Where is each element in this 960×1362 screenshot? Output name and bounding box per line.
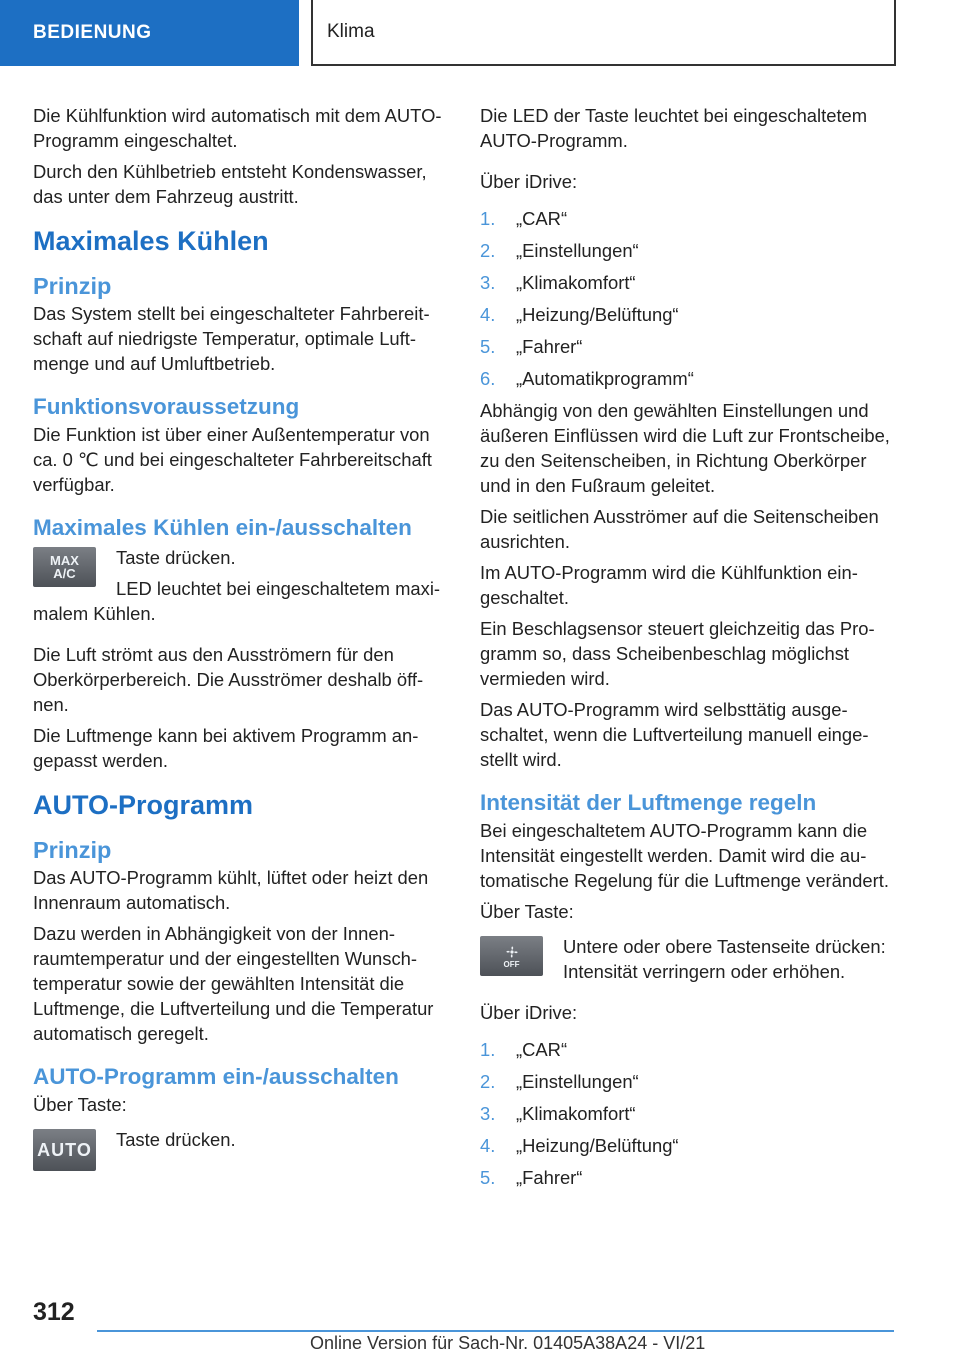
paragraph: Über iDrive:	[480, 171, 578, 192]
paragraph: Die Kühlfunktion wird automatisch mit dem AUTO-Programm eingeschaltet.	[33, 105, 442, 151]
auto-instruction	[33, 1127, 449, 1171]
paragraph: Die seitlichen Ausströmer auf die Seitenscheiben ausrichten.	[480, 506, 879, 552]
heading-intensitaet: Intensität der Luftmenge regeln	[480, 790, 817, 815]
list-item: 6. „Automatikprogramm“	[480, 368, 694, 389]
paragraph: Das AUTO-Programm wird selbsttätig ausgeschaltet, wenn die Luftverteilung manuell eingestellt wird.	[480, 699, 869, 770]
paragraph: Bei eingeschaltetem AUTO-Programm kann die Intensität eingestellt werden. Damit wird die automatische Regelung für die Luftmenge verändert.	[480, 820, 889, 891]
auto-button-icon: AUTO	[33, 1129, 96, 1171]
paragraph: Die LED der Taste leuchtet bei eingeschaltetem AUTO-Programm.	[480, 105, 868, 151]
paragraph: Das AUTO-Programm kühlt, lüftet oder heizt den Innenraum automatisch.	[33, 867, 429, 913]
list-item: 2. „Einstellungen“	[480, 1071, 639, 1092]
footer-divider	[97, 1330, 894, 1332]
list-item: 1. „CAR“	[480, 1039, 568, 1060]
list-item: 5. „Fahrer“	[480, 336, 583, 357]
section-tab: BEDIENUNG	[0, 0, 299, 66]
paragraph: Dazu werden in Abhängigkeit von der Innenraumtemperatur und der eingestellten Wunschtemperatur sowie der gewählten Intensität die Luftmenge, die Luftverteilung und die Temperatur automatisch geregelt.	[33, 923, 434, 1044]
paragraph: Die Luft strömt aus den Ausströmern für den Oberkörperbereich. Die Ausströmer deshalb öffnen.	[33, 644, 424, 715]
ac-label: A/C	[53, 566, 76, 581]
paragraph: Über Taste:	[480, 901, 574, 922]
list-item: 5. „Fahrer“	[480, 1167, 583, 1188]
paragraph: Die Funktion ist über einer Außentemperatur von ca. 0 ℃ und bei eingeschalteter Fahrbereitschaft verfügbar.	[33, 424, 432, 495]
max-ac-instruction	[33, 545, 449, 626]
list-item: 4. „Heizung/Belüftung“	[480, 1135, 679, 1156]
left-column	[33, 103, 449, 1171]
paragraph: Das System stellt bei eingeschalteter Fahrbereitschaft auf niedrigste Temperatur, optimale Luftmenge und auf Umluftbetrieb.	[33, 303, 430, 374]
paragraph: Ein Beschlagsensor steuert gleichzeitig das Programm so, dass Scheibenbeschlag möglichst vermieden wird.	[480, 618, 875, 689]
paragraph: Untere oder obere Tastenseite drücken: Intensität verringern oder erhöhen.	[563, 936, 886, 982]
list-item: 1. „CAR“	[480, 208, 568, 229]
fan-instruction	[480, 934, 896, 984]
idrive-list-2	[480, 1037, 896, 1190]
list-item: 2. „Einstellungen“	[480, 240, 639, 261]
heading-auto-onoff: AUTO-Programm ein-/ausschalten	[33, 1064, 399, 1089]
paragraph: Über iDrive:	[480, 1002, 578, 1023]
paragraph: Über Taste:	[33, 1094, 127, 1115]
paragraph: Taste drücken.	[116, 547, 236, 568]
chapter-title: Klima	[311, 0, 896, 66]
heading-prinzip: Prinzip	[33, 837, 112, 863]
heading-maximales-kuehlen: Maximales Kühlen	[33, 226, 269, 256]
heading-auto-programm: AUTO-Programm	[33, 790, 254, 820]
paragraph: Abhängig von den gewählten Einstellungen und äußeren Einflüssen wird die Luft zur Frontscheibe, zu den Seitenscheiben, in Richtung Oberkörper und in den Fußraum geleitet.	[480, 400, 890, 496]
paragraph: LED leuchtet bei eingeschaltetem maximalem Kühlen.	[33, 578, 441, 624]
heading-max-onoff: Maximales Kühlen ein-/ausschalten	[33, 515, 412, 540]
max-label: MAX	[50, 553, 79, 568]
fan-icon	[504, 944, 520, 960]
paragraph: Die Luftmenge kann bei aktivem Programm angepasst werden.	[33, 725, 419, 771]
fan-button-icon	[480, 936, 543, 976]
right-column	[480, 103, 896, 1197]
list-item: 3. „Klimakomfort“	[480, 272, 636, 293]
paragraph: Taste drücken.	[116, 1129, 236, 1150]
max-ac-button-icon	[33, 547, 96, 587]
list-item: 4. „Heizung/Belüftung“	[480, 304, 679, 325]
off-label: OFF	[503, 959, 520, 969]
idrive-list-1	[480, 206, 896, 391]
paragraph: Im AUTO-Programm wird die Kühlfunktion eingeschaltet.	[480, 562, 858, 608]
list-item: 3. „Klimakomfort“	[480, 1103, 636, 1124]
heading-funktionsvoraussetzung: Funktionsvoraussetzung	[33, 394, 300, 419]
footer-text: Online Version für Sach-Nr. 01405A38A24 - VI/21	[310, 1333, 706, 1353]
paragraph: Durch den Kühlbetrieb entsteht Kondenswasser, das unter dem Fahrzeug austritt.	[33, 161, 427, 207]
heading-prinzip: Prinzip	[33, 273, 112, 299]
page-number: 312	[33, 1298, 75, 1326]
